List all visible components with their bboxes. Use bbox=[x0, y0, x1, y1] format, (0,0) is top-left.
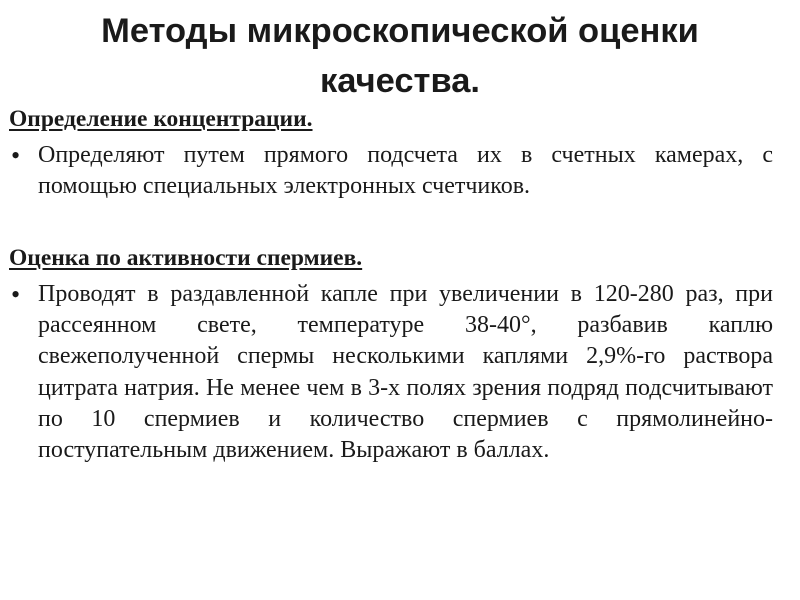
slide-title: Методы микроскопической оценки качества. bbox=[101, 12, 699, 100]
section-heading: Определение концентрации. bbox=[9, 106, 313, 132]
section-heading: Оценка по активности спермиев. bbox=[9, 245, 363, 271]
bullet-icon: • bbox=[11, 141, 21, 170]
section-paragraph: Проводят в раздавленной капле при увеличении в 120-280 раз, при рассеянном свете, температуре 38-40°, разбавив каплю свежеполученной спермы несколькими каплями 2,9%-го раствора цитрата натрия. Не менее чем в 3-х полях зрения подряд подсчитывают по 10 спермиев и количество спермиев с прямолинейно-поступательным движением. Выражают в баллах. bbox=[38, 281, 773, 464]
section-paragraph: Определяют путем прямого подсчета их в счетных камерах, с помощью специальных электронных счетчиков. bbox=[38, 142, 773, 200]
bullet-icon: • bbox=[11, 280, 21, 309]
